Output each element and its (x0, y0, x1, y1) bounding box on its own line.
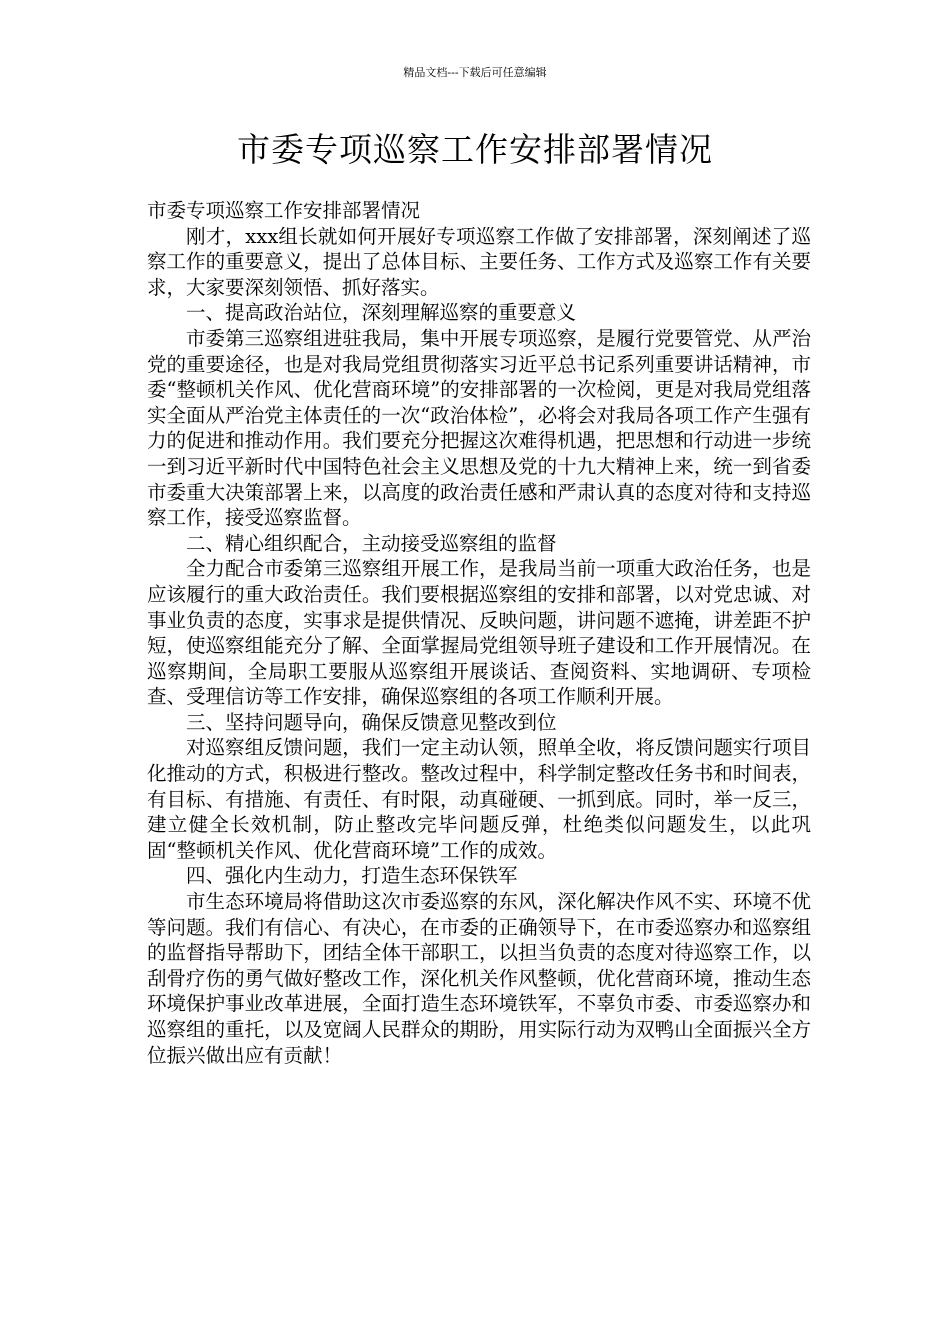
header-note: 精品文档---下载后可任意编辑 (403, 66, 547, 79)
paragraph-section-1: 市委第三巡察组进驻我局，集中开展专项巡察，是履行党要管党、从严治党的重要途径，也是对我局党组贯彻落实习近平总书记系列重要讲话精神，市委“整顿机关作风、优化营商环境”的安排部署的一次检阅，更是对我局党组落实全面从严治党主体责任的一次“政治体检”，必将会对我局各项工作产生强有力的促进和推动作用。我们要充分把握这次难得机遇，把思想和行动进一步统一到习近平新时代中国特色社会主义思想及党的十九大精神上来，统一到省委市委重大决策部署上来，以高度的政治责任感和严肃认真的态度对待和支持巡察工作，接受巡察监督。 (147, 326, 811, 530)
paragraph-section-2: 全力配合市委第三巡察组开展工作，是我局当前一项重大政治任务，也是应该履行的重大政治责任。我们要根据巡察组的安排和部署，以对党忠诚、对事业负责的态度，实事求是提供情况、反映问题，讲问题不遮掩，讲差距不护短，使巡察组能充分了解、全面掌握局党组领导班子建设和工作开展情况。在巡察期间，全局职工要服从巡察组开展谈话、查阅资料、实地调研、专项检查、受理信访等工作安排，确保巡察组的各项工作顺利开展。 (147, 557, 811, 709)
section-heading-2: 二、精心组织配合，主动接受巡察组的监督 (186, 531, 557, 555)
document-title: 市委专项巡察工作安排部署情况 (237, 130, 713, 169)
section-heading-4: 四、强化内生动力，打造生态环保铁军 (186, 864, 518, 888)
paragraph-section-4: 市生态环境局将借助这次市委巡察的东风，深化解决作风不实、环境不优等问题。我们有信心、有决心，在市委的正确领导下，在市委巡察办和巡察组的监督指导帮助下，团结全体干部职工，以担当负责的态度对待巡察工作，以刮骨疗伤的勇气做好整改工作，深化机关作风整顿，优化营商环境，推动生态环境保护事业改革进展，全面打造生态环境铁军，不辜负市委、市委巡察办和巡察组的重托，以及宽阔人民群众的期盼，用实际行动为双鸭山全面振兴全方位振兴做出应有贡献！ (147, 890, 811, 1067)
paragraph-intro: 刚才，xxx组长就如何开展好专项巡察工作做了安排部署，深刻阐述了巡察工作的重要意义，提出了总体目标、主要任务、工作方式及巡察工作有关要求，大家要深刻领悟、抓好落实。 (147, 224, 811, 299)
section-heading-3: 三、坚持问题导向，确保反馈意见整改到位 (186, 710, 557, 734)
document-subtitle: 市委专项巡察工作安排部署情况 (147, 199, 421, 222)
document-body (147, 198, 811, 1068)
paragraph-section-3: 对巡察组反馈问题，我们一定主动认领，照单全收，将反馈问题实行项目化推动的方式，积极进行整改。整改过程中，科学制定整改任务书和时间表，有目标、有措施、有责任、有时限，动真碰硬、一抓到底。同时，举一反三，建立健全长效机制，防止整改完毕问题反弹，杜绝类似问题发生，以此巩固“整顿机关作风、优化营商环境”工作的成效。 (147, 736, 811, 862)
section-heading-1: 一、提高政治站位，深刻理解巡察的重要意义 (186, 301, 577, 325)
